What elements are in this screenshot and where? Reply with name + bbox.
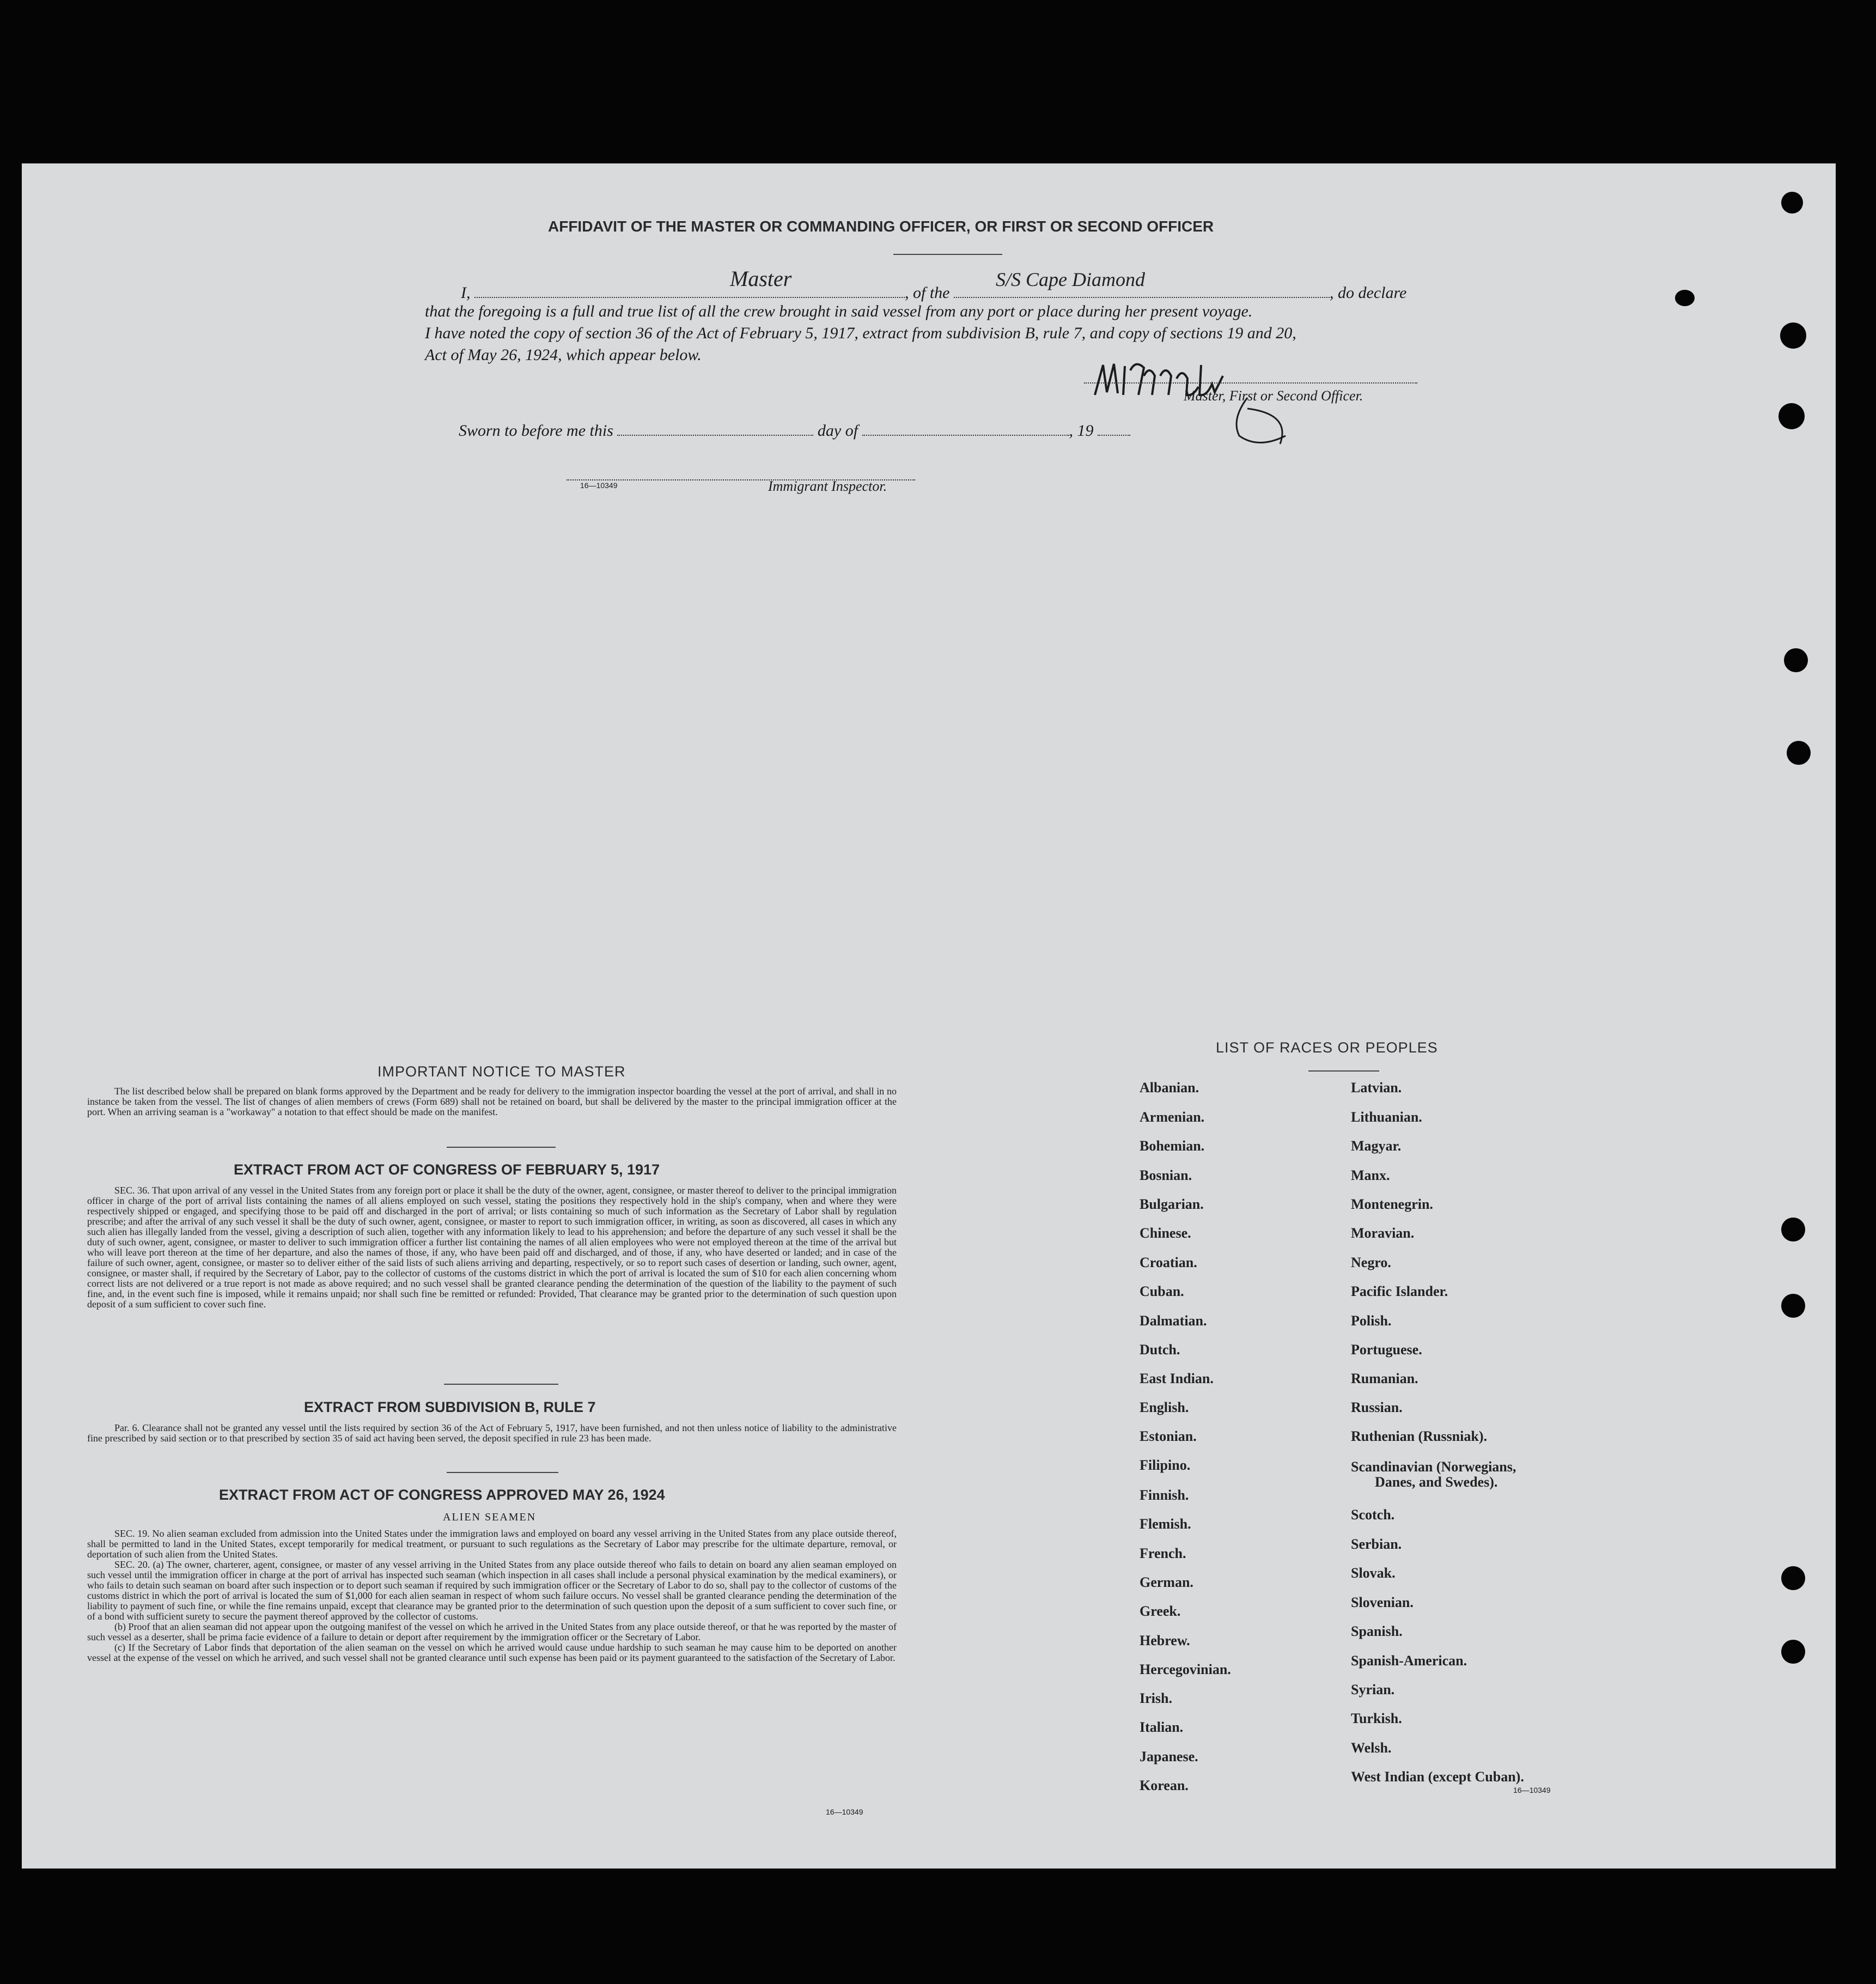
sworn-day-label: day of xyxy=(817,422,858,440)
signature-caption: Master, First or Second Officer. xyxy=(1184,388,1363,404)
form-number: 16—10349 xyxy=(580,481,618,490)
divider xyxy=(1308,1070,1379,1072)
race-item: Filipino. xyxy=(1140,1457,1191,1473)
race-item: Cuban. xyxy=(1140,1283,1184,1299)
race-item: Dutch. xyxy=(1140,1342,1180,1358)
handwritten-vessel: S/S Cape Diamond xyxy=(996,269,1145,290)
race-item: Pacific Islander. xyxy=(1351,1283,1448,1299)
master-signature xyxy=(1084,354,1313,463)
sec-20c-paragraph: (c) If the Secretary of Labor finds that deportation of the alien seaman on the vessel on which he arrived would cause undue hardship to such seaman he may cause him to be deported on another vessel at the expense of the vessel on which he arrived, and such vessel shall not be granted clearance until such expense has been paid or its payment guaranteed to the satisfaction of the Secretary of Labor. xyxy=(87,1642,897,1663)
race-item: English. xyxy=(1140,1399,1189,1415)
divider xyxy=(447,1472,558,1473)
divider xyxy=(447,1147,556,1148)
binder-hole xyxy=(1787,741,1811,765)
race-item: Rumanian. xyxy=(1351,1371,1418,1386)
form-number: 16—10349 xyxy=(1513,1786,1551,1794)
sec-20b-paragraph: (b) Proof that an alien seaman did not appear upon the outgoing manifest of the vessel on which he arrived in the United States from any place outside thereof, or that he was reported by the master of such vessel as a deserter, shall be prima facie evidence of a failure to detain or deport after requirement by the immigration officer or the Secretary of Labor. xyxy=(87,1621,897,1642)
race-item: Manx. xyxy=(1351,1167,1390,1183)
race-item: Serbian. xyxy=(1351,1536,1402,1552)
race-item: Chinese. xyxy=(1140,1225,1191,1241)
inspector-caption: Immigrant Inspector. xyxy=(768,478,887,494)
race-item: Spanish-American. xyxy=(1351,1653,1467,1669)
race-item: Welsh. xyxy=(1351,1740,1392,1756)
race-item: Albanian. xyxy=(1140,1080,1199,1096)
sec-19-paragraph: SEC. 19. No alien seaman excluded from admission into the United States under the immigration laws and employed on board any vessel arriving in the United States from any place outside thereof, shall be permitted to land in the United States, except temporarily for medical treatment, or pursuant to such regulations as the Secretary of Labor may prescribe for the ultimate departure, removal, or deportation of such alien from the United States. xyxy=(87,1528,897,1560)
race-item: Italian. xyxy=(1140,1719,1184,1735)
race-item: Bosnian. xyxy=(1140,1167,1192,1183)
divider xyxy=(893,254,1002,255)
affidavit-title: AFFIDAVIT OF THE MASTER OR COMMANDING OFFICER, OR FIRST OR SECOND OFFICER xyxy=(548,218,1214,235)
race-item: Magyar. xyxy=(1351,1138,1402,1154)
notice-paragraph: The list described below shall be prepared on blank forms approved by the Department and be ready for delivery to the immigration inspector boarding the vessel at the port of arrival, and shall in no instance be taken from the vessel. The list of changes of alien members of crews (Form 689) shall not be retained on board, but shall be delivered by the master to the principal immigration officer at the port. When an arriving seaman is a "workaway" a notation to that effect should be made on the manifest. xyxy=(87,1086,897,1117)
sworn-year: , 19 xyxy=(1069,422,1094,440)
extract-1924-title: EXTRACT FROM ACT OF CONGRESS APPROVED MAY 26, 1924 xyxy=(219,1487,665,1503)
race-item: Flemish. xyxy=(1140,1516,1191,1532)
race-item: Russian. xyxy=(1351,1399,1403,1415)
handwritten-rank: Master xyxy=(730,266,792,291)
signature-line xyxy=(1084,381,1417,384)
binder-hole xyxy=(1675,290,1695,306)
race-item: Montenegrin. xyxy=(1351,1196,1433,1212)
affidavit-line-1 xyxy=(461,281,1406,302)
race-item: Syrian. xyxy=(1351,1682,1395,1697)
race-item: Korean. xyxy=(1140,1778,1189,1793)
sworn-line xyxy=(459,418,1130,440)
binder-hole xyxy=(1781,1640,1805,1664)
race-item: French. xyxy=(1140,1545,1186,1561)
race-item: Danes, and Swedes). xyxy=(1375,1474,1498,1490)
binder-hole xyxy=(1781,1294,1805,1318)
race-item: Dalmatian. xyxy=(1140,1313,1207,1329)
sec-20a-paragraph: SEC. 20. (a) The owner, charterer, agent, consignee, or master of any vessel arriving in the United States from any place outside thereof who fails to detain on board any alien seaman employed on such vessel until the immigration officer in charge at the port of arrival has inspected such seaman (which inspection in all cases shall include a personal physical examination by the medical examiners), or who fails to detain such seaman on board after such inspection or to deport such seaman if required by such immigration officer or the Secretary of Labor to do so, shall pay to the collector of customs of the customs district in which the port of arrival is located the sum of $1,000 for each alien seaman in respect of whom such failure occurs. No vessel shall be granted clearance pending the determination of the liability to payment of such fine, or while the fine remains unpaid, except that clearance may be granted prior to the determination of such question upon the deposit of a sum sufficient to cover such fine, or of a bond with sufficient surety to secure the payment thereof approved by the collector of customs. xyxy=(87,1559,897,1622)
race-item: Scotch. xyxy=(1351,1507,1395,1523)
race-item: West Indian (except Cuban). xyxy=(1351,1769,1524,1785)
race-item: East Indian. xyxy=(1140,1371,1214,1386)
sworn-year-field xyxy=(1098,418,1130,436)
race-item: Portuguese. xyxy=(1351,1342,1422,1358)
race-item: Spanish. xyxy=(1351,1623,1403,1639)
race-item: Scandinavian (Norwegians, xyxy=(1351,1459,1516,1475)
races-title: LIST OF RACES OR PEOPLES xyxy=(1216,1039,1438,1056)
affidavit-line-4: Act of May 26, 1924, which appear below. xyxy=(425,346,702,364)
binder-hole xyxy=(1784,648,1808,672)
race-item: Ruthenian (Russniak). xyxy=(1351,1428,1487,1444)
race-item: Slovak. xyxy=(1351,1565,1396,1581)
race-item: Latvian. xyxy=(1351,1080,1402,1096)
sworn-month-field xyxy=(862,418,1069,436)
race-item: Turkish. xyxy=(1351,1711,1402,1726)
rank-field xyxy=(474,281,905,298)
divider xyxy=(444,1384,558,1385)
race-item: Bohemian. xyxy=(1140,1138,1205,1154)
sworn-prefix: Sworn to before me this xyxy=(459,422,613,440)
race-item: Bulgarian. xyxy=(1140,1196,1204,1212)
affidavit-mid: , of the xyxy=(905,284,950,302)
binder-hole xyxy=(1781,1218,1805,1241)
extract-1917-text xyxy=(87,1185,897,1310)
binder-hole xyxy=(1781,1566,1805,1590)
alien-seamen-subtitle: ALIEN SEAMEN xyxy=(443,1511,537,1523)
race-item: Slovenian. xyxy=(1351,1594,1414,1610)
race-item: Greek. xyxy=(1140,1603,1181,1619)
race-item: Finnish. xyxy=(1140,1487,1189,1503)
race-item: Moravian. xyxy=(1351,1225,1415,1241)
race-item: Croatian. xyxy=(1140,1255,1197,1270)
extract-1917-title: EXTRACT FROM ACT OF CONGRESS OF FEBRUARY 5, 1917 xyxy=(234,1161,660,1178)
extract-1924-text xyxy=(87,1529,897,1663)
race-item: Negro. xyxy=(1351,1255,1391,1270)
notice-text xyxy=(87,1086,897,1117)
form-number: 16—10349 xyxy=(826,1807,863,1816)
race-item: Irish. xyxy=(1140,1690,1172,1706)
sworn-day-field xyxy=(617,418,813,436)
race-item: German. xyxy=(1140,1574,1193,1590)
race-item: Armenian. xyxy=(1140,1109,1205,1125)
binder-hole xyxy=(1781,192,1803,214)
affidavit-prefix: I, xyxy=(461,284,471,302)
rule-7-title: EXTRACT FROM SUBDIVISION B, RULE 7 xyxy=(304,1399,596,1415)
race-item: Polish. xyxy=(1351,1313,1392,1329)
race-item: Hebrew. xyxy=(1140,1633,1190,1648)
document-page xyxy=(22,163,1836,1869)
affidavit-line-2: that the foregoing is a full and true list of all the crew brought in said vessel from any port or place during her present voyage. xyxy=(425,302,1253,320)
notice-title: IMPORTANT NOTICE TO MASTER xyxy=(377,1063,626,1080)
rule-7-text xyxy=(87,1423,897,1444)
rule-7-paragraph: Par. 6. Clearance shall not be granted any vessel until the lists required by section 36 of the Act of February 5, 1917, have been furnished, and not then unless notice of liability to the administrative fine prescribed by said section or to that prescribed by section 35 of said act having been served, the deposit specified in rule 23 has been made. xyxy=(87,1422,897,1444)
binder-hole xyxy=(1780,322,1806,349)
race-item: Estonian. xyxy=(1140,1428,1197,1444)
sec-36-paragraph: SEC. 36. That upon arrival of any vessel in the United States from any foreign port or place it shall be the duty of the owner, agent, consignee, or master thereof to deliver to the principal immigration officer in charge of the port of arrival lists containing the names of all aliens employed on such vessel, stating the positions they respectively hold in the ship's company, when and where they were respectively shipped or engaged, and specifying those to be paid off and discharged in the port of arrival; or lists containing so much of such information as the Secretary of Labor shall by regulation prescribe; and after the arrival of any such vessel it shall be the duty of such owner, agent, consignee, or master to report to such immigration officer, in writing, as soon as discovered, all cases in which any such alien has illegally landed from the vessel, giving a description of such alien, together with any information likely to lead to his apprehension; and before the departure of any such vessel it shall be the duty of such owner, agent, consignee, or master to deliver to such immigration officer a further list containing the names of all alien employees who were not employed thereon at the time of the arrival but who will leave port thereon at the time of her departure, and also the names of those, if any, who have been paid off and discharged, and of those, if any, who have deserted or landed; and in case of the failure of such owner, agent, consignee, or master so to deliver either of the said lists of such aliens arriving and departing, respectively, or so to report such cases of desertion or landing, such owner, agent, consignee, or master shall, if required by the Secretary of Labor, pay to the collector of customs of the customs district in which the port of arrival is located the sum of $10 for each alien concerning whom correct lists are not delivered or a true report is not made as above required; and no such vessel shall be granted clearance pending the determination of the question of the liability to the payment of such fine, and, in the event such fine is imposed, while it remains unpaid; nor shall such fine be remitted or refunded: Provided, That clearance may be granted prior to the determination of such question upon deposit of a sum sufficient to cover such fine. xyxy=(87,1185,897,1310)
race-item: Lithuanian. xyxy=(1351,1109,1422,1125)
affidavit-line-3: I have noted the copy of section 36 of the Act of February 5, 1917, extract from subdivision B, rule 7, and copy of sections 19 and 20, xyxy=(425,324,1296,342)
binder-hole xyxy=(1778,403,1805,429)
race-item: Hercegovinian. xyxy=(1140,1662,1231,1677)
race-item: Japanese. xyxy=(1140,1749,1198,1764)
affidavit-suffix: , do declare xyxy=(1330,284,1407,302)
